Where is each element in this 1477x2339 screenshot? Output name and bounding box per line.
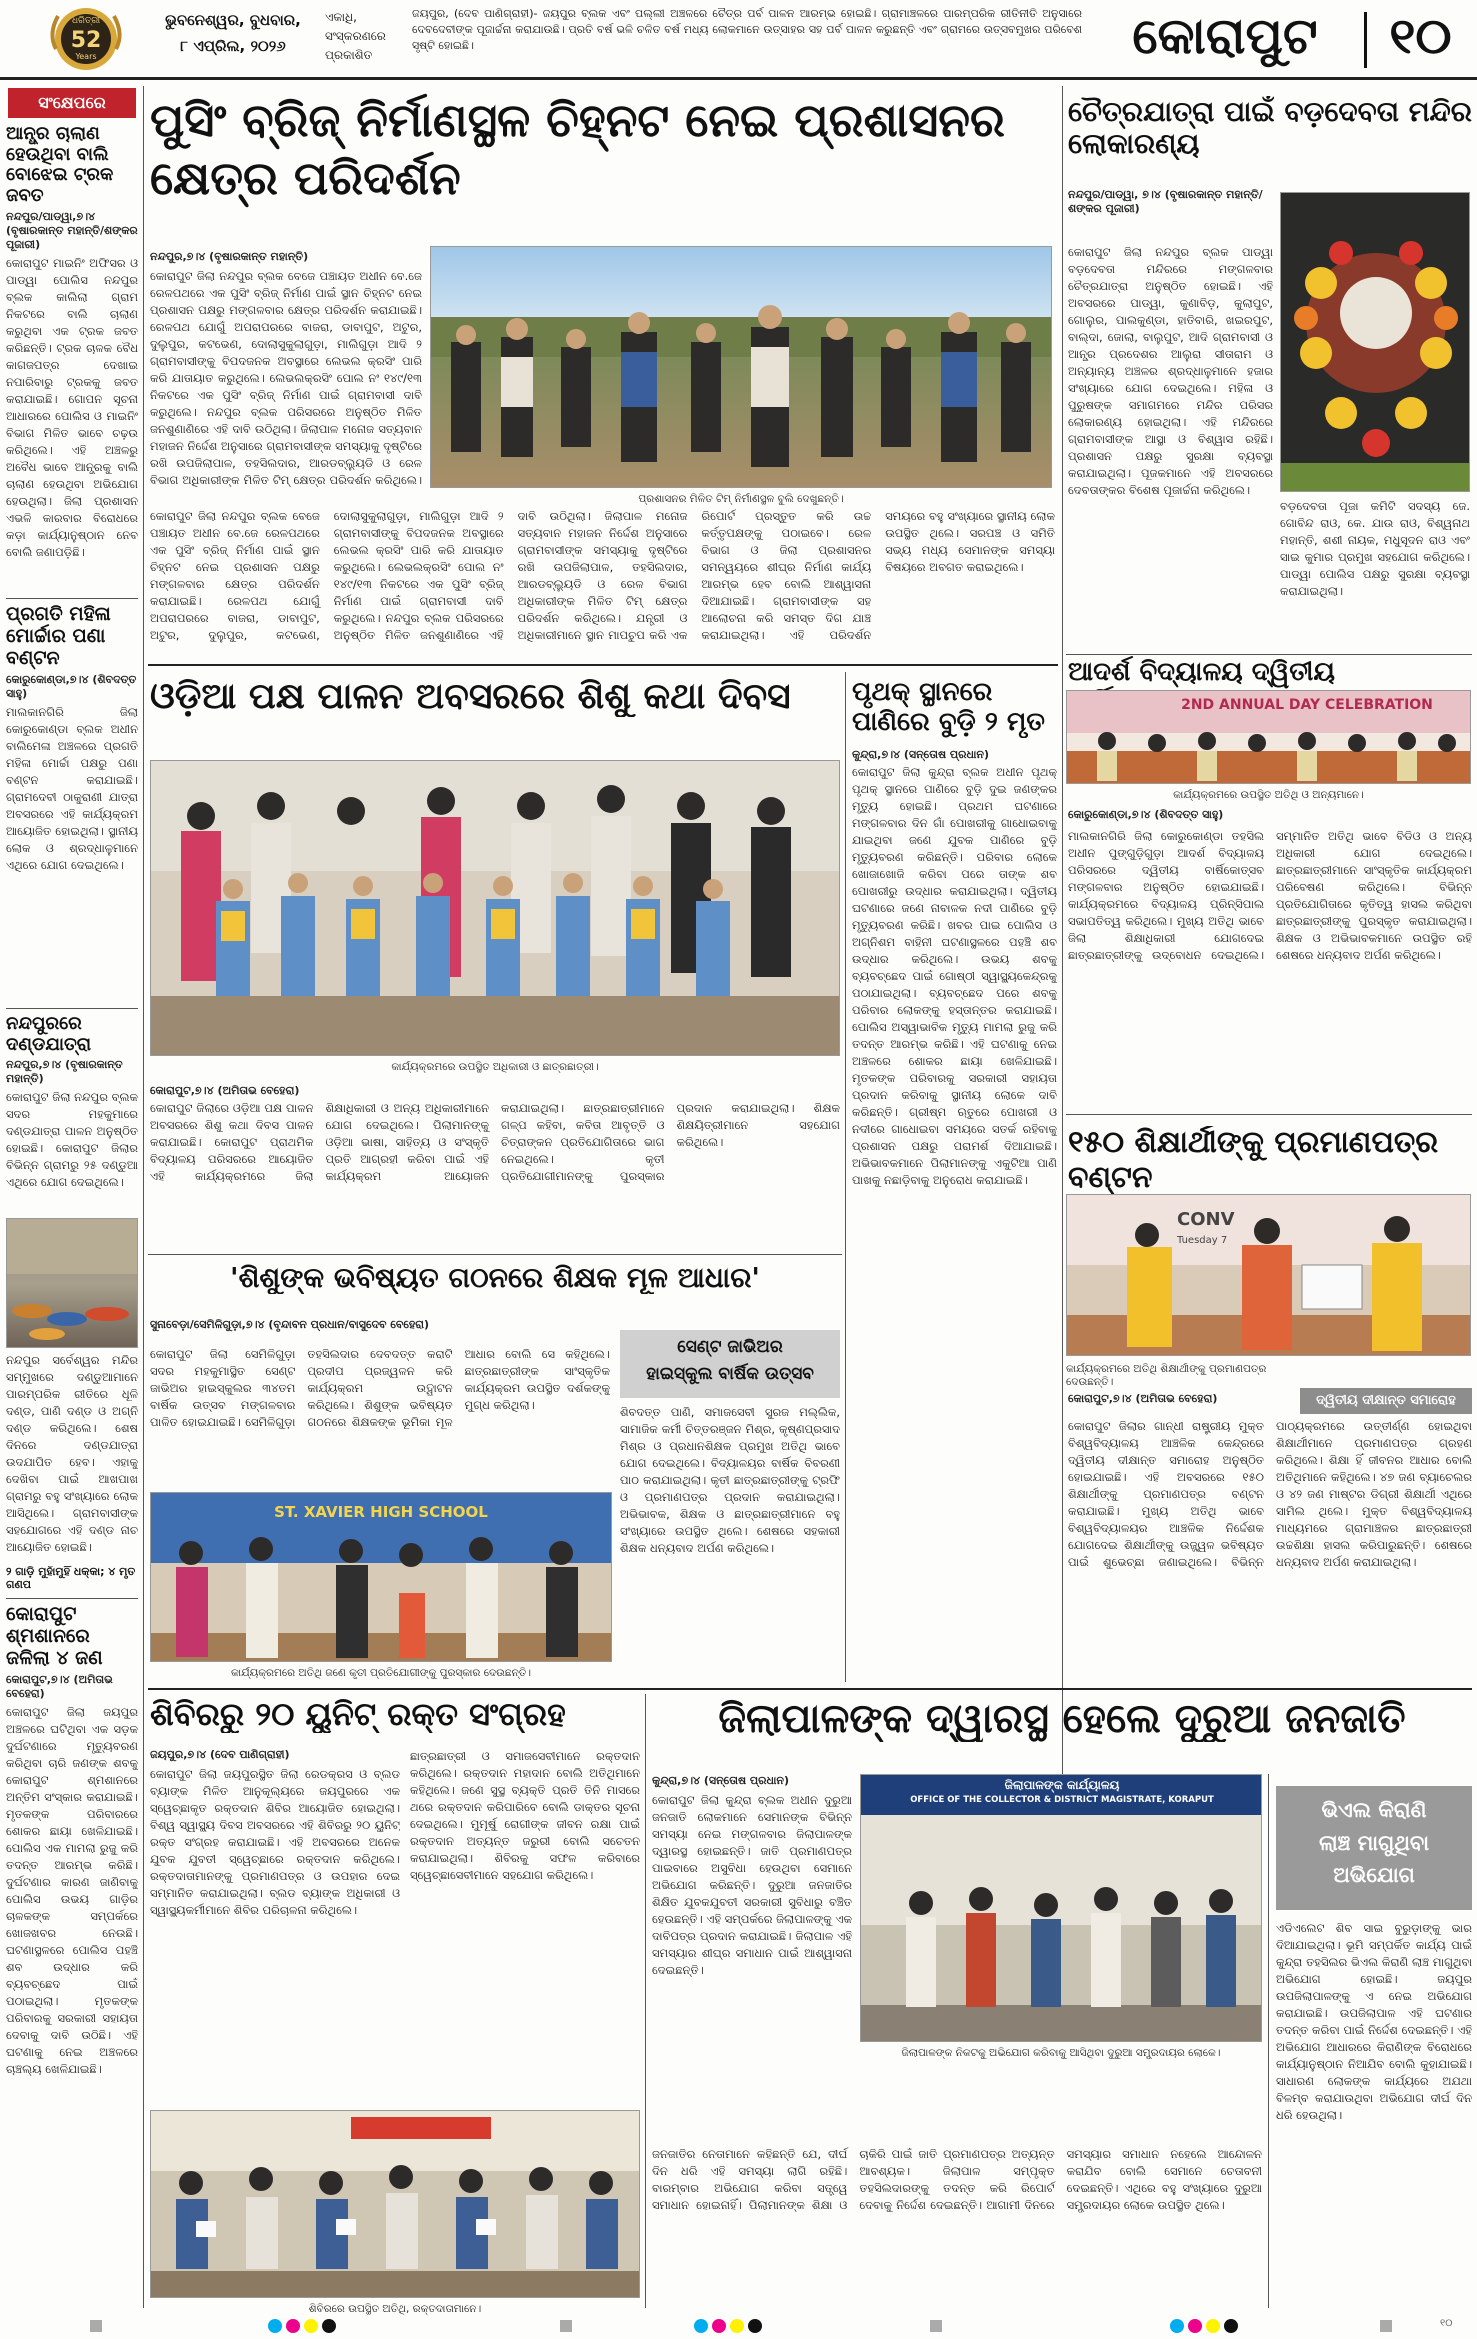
chaitra-deity-photo (1280, 192, 1470, 492)
reg-dot-yellow (730, 2319, 744, 2333)
lead-photo (430, 246, 1052, 488)
drown-byline: କୁନ୍ଦ୍ରା,୭।୪ (ସନ୍ତୋଷ ପ୍ରଧାନ) (852, 748, 990, 761)
blood-headline: ଶିବିରରୁ ୨୦ ୟୁନିଟ୍ ରକ୍ତ ସଂଗ୍ରହ (150, 1696, 566, 1733)
reg-dot-cyan (694, 2319, 708, 2333)
masthead-divider (1364, 12, 1367, 68)
certs-byline: କୋରାପୁଟ,୭।୪ (ଅମିତାଭ ବେହେରା) (1068, 1392, 1218, 1405)
brief-item-byline: ନନ୍ଦପୁର/ପାଡ୍ୱା,୭।୪ (ବୃଷାରକାନ୍ତ ମହାନ୍ତି/ଶଙ୍କର ପୂଜାରୀ) (6, 209, 138, 251)
brief-item-byline: କୋରୁକୋଣ୍ଡା,୭।୪ (ଶିବଦତ୍ତ ସାହୁ) (6, 672, 137, 700)
reg-dot-black (322, 2319, 336, 2333)
brief-header: ସଂକ୍ଷେପରେ (8, 88, 136, 118)
shishu-headline: ଓଡ଼ିଆ ପକ୍ଷ ପାଳନ ଅବସରରେ ଶିଶୁ କଥା ଦିବସ (150, 676, 791, 717)
reg-dot-black (1224, 2319, 1238, 2333)
brief-item-headline: ପ୍ରଗତି ମହିଳା ମୋର୍ଚ୍ଚାର ପଣା ବଣ୍ଟନ (6, 604, 111, 669)
teacher-subhead-line-2: ହାଇସ୍କୁଲ ବାର୍ଷିକ ଉତ୍ସବ (646, 1364, 814, 1385)
blood-group (151, 2111, 640, 2298)
lead-body-lower: କୋରାପୁଟ ଜିଲା ନନ୍ଦପୁର ବ୍ଲକ ବେଜେ ପଞ୍ଚାୟତ ଅଧୀନ ବେ.ଜେ ରେଳପଥରେ ଏକ ପୁସିଂ ବ୍ରିଜ୍ ନିର୍ମାଣ ପାଇଁ ସ୍ଥାନ ଚିହ୍ନଟ ନେଇ ପ୍ରଶାସନ ପକ୍ଷରୁ ମଙ୍ଗଳବାର କ୍ଷେତ୍ର ପରିଦର୍ଶନ କରାଯାଇଛି। ରେଳପଥ ଯୋଗୁଁ ଅପରାପରରେ ବାଜରା, ଡାବାପୁଟ, ଅଟୁର, ଦୁଲୁପୁର, କଟଭେଣ, ଦୋଲାସୁକୁଲାଗୁଡ଼ା, ମାଲିଗୁଡ଼ା ଆଦି ୨ ଗ୍ରାମବାସୀଙ୍କୁ ବିପଦଜନକ ଅବସ୍ଥାରେ ଲେଭଲ କ୍ରସିଂ ପାରି କରି ଯାତାୟାତ କରୁଥିଲେ। ଲେଭଲକ୍ରସିଂ ପୋଲ ନଂ ୧୪୯/୧୩ ନିକଟରେ ଏକ ପୁସିଂ ବ୍ରିଜ୍ ନିର୍ମାଣ ପାଇଁ ଗ୍ରାମବାସୀ ଦାବି କରୁଥିଲେ। ନନ୍ଦପୁର ବ୍ଲକ ପରିସରରେ ଅନୁଷ୍ଠିତ ମିଳିତ ଜନଶୁଣାଣିରେ ଏହି ଦାବି ଉଠିଥିଲା। ଜିଲାପାଳ ମନୋଜ ସତ୍ୟବାନ ମହାଜନ ନିର୍ଦ୍ଦେଶ ଅନୁସାରେ ଗ୍ରାମବାସୀଙ୍କ ସମସ୍ୟାକୁ ଦୃଷ୍ଟିରେ ରଖି ଉପଜିଲାପାଳ, ତହସିଲଦାର, ଆରଡବ୍ଲ୍ୟୁଡି ଓ ରେଳ ବିଭାଗ ଅଧିକାରୀଙ୍କ ମିଳିତ ଟିମ୍ କ୍ଷେତ୍ର ପରିଦର୍ଶନ କରିଥିଲେ। ଯନ୍ତ୍ରୀ ଓ ଅଧିକାରୀମାନେ ସ୍ଥାନ ମାପଚୁପ କରି ଏକ ରିପୋର୍ଟ ପ୍ରସ୍ତୁତ କରି ଉଚ୍ଚ କର୍ତ୍ତୃପକ୍ଷଙ୍କୁ ପଠାଇବେ। ରେଳ ବିଭାଗ ଓ ଜିଲା ପ୍ରଶାସନର ସମନ୍ୱୟରେ ଶୀଘ୍ର ନିର୍ମାଣ କାର୍ଯ୍ୟ ଆରମ୍ଭ ହେବ ବୋଲି ଆଶ୍ୱାସନା ଦିଆଯାଇଛି। ଗ୍ରାମବାସୀଙ୍କ ସହ ଆଲୋଚନା କରି ସମସ୍ତ ଦିଗ ଯାଞ୍ଚ କରାଯାଇଥିଲା। ଏହି ପରିଦର୍ଶନ ସମୟରେ ବହୁ ସଂଖ୍ୟାରେ ସ୍ଥାନୀୟ ଲୋକ ଉପସ୍ଥିତ ଥିଲେ। ସରପଞ୍ଚ ଓ ସମିତି ସଭ୍ୟ ମଧ୍ୟ ସେମାନଙ୍କ ସମସ୍ୟା ବିଷୟରେ ଅବଗତ କରାଇଥିଲେ। (150, 509, 1055, 643)
teacher-caption: କାର୍ଯ୍ୟକ୍ରମରେ ଅତିଥି ଜଣେ କୃତୀ ପ୍ରତିଯୋଗୀଙ୍କୁ ପୁରସ୍କାର ଦେଉଛନ୍ତି। (230, 1667, 532, 1679)
drown-headline: ପୃଥକ୍ ସ୍ଥାନରେ ପାଣିରେ ବୁଡ଼ି ୨ ମୃତ (852, 678, 1045, 737)
edition-line-3: ପ୍ରକାଶିତ (325, 48, 373, 63)
clerk-headline-line-3: ଅଭିଯୋଗ (1333, 1863, 1415, 1888)
brief-item-body: ନନ୍ଦପୁର ସର୍ବେଶ୍ୱର ମନ୍ଦିର ସମ୍ମୁଖରେ ଦଣ୍ଡୁଆମାନେ ପାରମ୍ପରିକ ରୀତିରେ ଧୂଳି ଦଣ୍ଡ, ପାଣି ଦଣ୍ଡ ଓ ଅଗ୍ନି ଦଣ୍ଡ କରିଥିଲେ। ଶେଷ ଦିନରେ ଦଣ୍ଡଯାତ୍ରା ଉଦଯାପିତ ହେବ। ଏହାକୁ ଦେଖିବା ପାଇଁ ଆଖପାଖ ଗ୍ରାମରୁ ବହୁ ସଂଖ୍ୟାରେ ଲୋକ ଆସିଥିଲେ। ଗ୍ରାମବାସୀଙ୍କ ସହଯୋଗରେ ଏହି ଦଣ୍ଡ ନାଚ ଆୟୋଜିତ ହୋଇଛି। (6, 1353, 138, 1555)
lead-body: କୋରାପୁଟ ଜିଲା ନନ୍ଦପୁର ବ୍ଲକ ବେଜେ ପଞ୍ଚାୟତ ଅଧୀନ ବେ.ଜେ ରେଳପଥରେ ଏକ ପୁସିଂ ବ୍ରିଜ୍ ନିର୍ମାଣ ପାଇଁ ସ୍ଥାନ ଚିହ୍ନଟ ନେଇ ପ୍ରଶାସନ ପକ୍ଷରୁ ମଙ୍ଗଳବାର କ୍ଷେତ୍ର ପରିଦର୍ଶନ କରାଯାଇଛି। ରେଳପଥ ଯୋଗୁଁ ଅପରାପରରେ ବାଜରା, ଡାବାପୁଟ, ଅଟୁର, ଦୁଲୁପୁର, କଟଭେଣ, ଦୋଲାସୁକୁଲାଗୁଡ଼ା, ମାଲିଗୁଡ଼ା ଆଦି ୨ ଗ୍ରାମବାସୀଙ୍କୁ ବିପଦଜନକ ଅବସ୍ଥାରେ ଲେଭଲ କ୍ରସିଂ ପାରି କରି ଯାତାୟାତ କରୁଥିଲେ। ଲେଭଲକ୍ରସିଂ ପୋଲ ନଂ ୧୪୯/୧୩ ନିକଟରେ ଏକ ପୁସିଂ ବ୍ରିଜ୍ ନିର୍ମାଣ ପାଇଁ ଗ୍ରାମବାସୀ ଦାବି କରୁଥିଲେ। ନନ୍ଦପୁର ବ୍ଲକ ପରିସରରେ ଅନୁଷ୍ଠିତ ମିଳିତ ଜନଶୁଣାଣିରେ ଏହି ଦାବି ଉଠିଥିଲା। ଜିଲାପାଳ ମନୋଜ ସତ୍ୟବାନ ମହାଜନ ନିର୍ଦ୍ଦେଶ ଅନୁସାରେ ଗ୍ରାମବାସୀଙ୍କ ସମସ୍ୟାକୁ ଦୃଷ୍ଟିରେ ରଖି ଉପଜିଲାପାଳ, ତହସିଲଦାର, ଆରଡବ୍ଲ୍ୟୁଡି ଓ ରେଳ ବିଭାଗ ଅଧିକାରୀଙ୍କ ମିଳିତ ଟିମ୍ କ୍ଷେତ୍ର ପରିଦର୍ଶନ କରିଥିଲେ। (150, 269, 422, 488)
chaitra-headline: ଚୈତ୍ରଯାତ୍ରା ପାଇଁ ବଡ଼ଦେବତା ମନ୍ଦିର ଲୋକାରଣ୍ୟ (1068, 96, 1472, 161)
tribe-byline: କୁନ୍ଦ୍ରା,୭।୪ (ସନ୍ତୋଷ ପ୍ରଧାନ) (652, 1774, 790, 1787)
teacher-byline: ସୁନାବେଡ଼ା/ସେମିଳିଗୁଡ଼ା,୭।୪ (ବୃନ୍ଦାବନ ପ୍ରଧାନ/ବାସୁଦେବ ବେହେରା) (150, 1318, 430, 1331)
brief-rule (6, 598, 138, 599)
brief-item-body: ମାଲକାନଗିରି ଜିଲା କୋରୁକୋଣ୍ଡା ବ୍ଲକ ଅଧୀନ ବାଲିମେଳା ଅଞ୍ଚଳରେ ପ୍ରଗତି ମହିଳା ମୋର୍ଚ୍ଚା ପକ୍ଷରୁ ପଣା ବଣ୍ଟନ କରାଯାଇଛି। ଗ୍ରାମଦେବୀ ଠାକୁରାଣୀ ଯାତ୍ରା ଅବସରରେ ଏହି କାର୍ଯ୍ୟକ୍ରମ ଆୟୋଜିତ ହୋଇଥିଲା। ସ୍ଥାନୀୟ ଲୋକ ଓ ଶ୍ରଦ୍ଧାଳୁମାନେ ଏଥିରେ ଯୋଗ ଦେଇଥିଲେ। (6, 704, 138, 872)
certs-caption: କାର୍ଯ୍ୟକ୍ରମରେ ଅତିଥି ଶିକ୍ଷାର୍ଥୀଙ୍କୁ ପ୍ରମାଣପତ୍ର ଦେଉଛନ୍ତି। (1066, 1363, 1267, 1388)
reg-dot-yellow (1206, 2319, 1220, 2333)
reg-dot-magenta (1188, 2319, 1202, 2333)
deity-garland (1281, 193, 1470, 492)
blood-photo (150, 2110, 640, 2298)
tribe-caption: ଜିଲାପାଳଙ୍କ ନିକଟକୁ ଅଭିଯୋଗ କରିବାକୁ ଆସିଥିବା ଦୁରୁଆ ସମ୍ପ୍ରଦାୟର ଲୋକେ। (901, 2047, 1221, 2059)
reg-dot-yellow (304, 2319, 318, 2333)
brief-item-sand (6, 124, 138, 594)
certs-body: କୋରାପୁଟ ଜିଲାର ଗାନ୍ଧୀ ରାଷ୍ଟ୍ରୀୟ ମୁକ୍ତ ବିଶ୍ୱବିଦ୍ୟାଳୟ ଆଞ୍ଚଳିକ କେନ୍ଦ୍ରରେ ଦ୍ୱିତୀୟ ଦୀକ୍ଷାନ୍ତ ସମାରୋହ ଅନୁଷ୍ଠିତ ହୋଇଯାଇଛି। ଏହି ଅବସରରେ ୧୫୦ ଶିକ୍ଷାର୍ଥୀଙ୍କୁ ପ୍ରମାଣପତ୍ର ବଣ୍ଟନ କରାଯାଇଛି। ମୁଖ୍ୟ ଅତିଥି ଭାବେ ବିଶ୍ୱବିଦ୍ୟାଳୟର ଆଞ୍ଚଳିକ ନିର୍ଦ୍ଦେଶକ ଯୋଗଦେଇ ଶିକ୍ଷାର୍ଥୀଙ୍କୁ ଉଜ୍ଜ୍ୱଳ ଭବିଷ୍ୟତ ପାଇଁ ଶୁଭେଚ୍ଛା ଜଣାଇଥିଲେ। ବିଭିନ୍ନ ପାଠ୍ୟକ୍ରମରେ ଉତ୍ତୀର୍ଣ୍ଣ ହୋଇଥିବା ଶିକ୍ଷାର୍ଥୀମାନେ ପ୍ରମାଣପତ୍ର ଗ୍ରହଣ କରିଥିଲେ। ଶିକ୍ଷା ହିଁ ଜୀବନର ଆଧାର ବୋଲି ଅତିଥିମାନେ କହିଥିଲେ। ୪୭ ଜଣ ବ୍ୟାଚେଲର ଓ ୪୨ ଜଣ ମାଷ୍ଟର ଡିଗ୍ରୀ ଶିକ୍ଷାର୍ଥୀ ଏଥିରେ ସାମିଲ ଥିଲେ। ମୁକ୍ତ ବିଶ୍ୱବିଦ୍ୟାଳୟ ମାଧ୍ୟମରେ ଗ୍ରାମାଞ୍ଚଳର ଛାତ୍ରଛାତ୍ରୀ ଉଚ୍ଚଶିକ୍ଷା ହାସଲ କରିପାରୁଛନ୍ତି। ଶେଷରେ ଧନ୍ୟବାଦ ଅର୍ପଣ କରାଯାଇଥିଲା। (1068, 1419, 1472, 1570)
certs-subhead: ଦ୍ୱିତୀୟ ଦୀକ୍ଷାନ୍ତ ସମାରୋହ (1300, 1388, 1472, 1414)
tribe-sign-english: OFFICE OF THE COLLECTOR & DISTRICT MAGISTRATE, KORAPUT (910, 1795, 1214, 1805)
dateline (148, 8, 318, 59)
adarsha-rule (1066, 1114, 1472, 1115)
reg-dot-black (748, 2319, 762, 2333)
lead-byline: ନନ୍ଦପୁର,୭।୪ (ବୃଷାରକାନ୍ତ ମହାନ୍ତି) (150, 250, 309, 263)
brief-item-headline: ନନ୍ଦପୁରରେ ଦଣ୍ଡଯାତ୍ରା (6, 1014, 92, 1055)
edition-note (325, 8, 405, 66)
teacher-subhead-line-1: ସେଣ୍ଟ ଜାଭିଅର (677, 1337, 783, 1357)
teacher-headline: 'ଶିଶୁଙ୍କ ଭବିଷ୍ୟତ ଗଠନରେ ଶିକ୍ଷକ ମୂଳ ଆଧାର' (230, 1262, 760, 1294)
certs-banner-subtext: Tuesday 7 (1177, 1235, 1228, 1246)
dandayatra-figures (7, 1219, 138, 1348)
brief-item-headline: ଆନ୍ଧ୍ର ଚାଲାଣ ହେଉଥିବା ବାଲି ବୋଝେଇ ଟ୍ରକ ଜବତ (6, 124, 114, 207)
place-date-line-1: ଭୁବନେଶ୍ୱର, ବୁଧବାର, (165, 11, 301, 29)
brief-item-cremation (6, 1604, 138, 2304)
crop-mark-center-left (560, 2320, 572, 2332)
blood-body-2: ଛାତ୍ରଛାତ୍ରୀ ଓ ସମାଜସେବୀମାନେ ରକ୍ତଦାନ କରିଥିଲେ। ରକ୍ତଦାନ ମହାଦାନ ବୋଲି ଅତିଥିମାନେ କହିଥିଲେ। ଜଣେ ସୁସ୍ଥ ବ୍ୟକ୍ତି ପ୍ରତି ତିନି ମାସରେ ଥରେ ରକ୍ତଦାନ କରିପାରିବେ ବୋଲି ଡାକ୍ତର ସୂଚନା ଦେଇଥିଲେ। ମୁମୂର୍ଷୁ ରୋଗୀଙ୍କ ଜୀବନ ରକ୍ଷା ପାଇଁ ରକ୍ତଦାନ ଅତ୍ୟନ୍ତ ଜରୁରୀ ବୋଲି ସଚେତନ କରାଯାଇଥିଲା। ଶିବିରକୁ ସଫଳ କରିବାରେ ସ୍ୱେଚ୍ଛାସେବୀମାନେ ସହଯୋଗ କରିଥିଲେ। (410, 1749, 640, 1883)
brief-item-body: କୋରାପୁଟ ମାଇନିଂ ଅଫିସର ଓ ପାଡ୍ୱା ପୋଲିସ ନନ୍ଦପୁର ବ୍ଲକ କାଲିଲା ଗ୍ରାମ ନିକଟରେ ବାଲି ଚାଲାଣ କରୁଥିବା ଏକ ଟ୍ରକ ଜବତ କରିଛନ୍ତି। ଟ୍ରକ ଚାଳକ ବୈଧ କାଗଜପତ୍ର ଦେଖାଇ ନପାରିବାରୁ ଟ୍ରକକୁ ଜବତ କରାଯାଇଛି। ଗୋପନ ସୂଚନା ଆଧାରରେ ପୋଲିସ ଓ ମାଇନିଂ ବିଭାଗ ମିଳିତ ଭାବେ ଚଢ଼ଉ କରିଥିଲେ। ଏହି ଅଞ୍ଚଳରୁ ଅବୈଧ ଭାବେ ଆନ୍ଧ୍ରକୁ ବାଲି ଚାଲାଣ ହେଉଥିବା ଅଭିଯୋଗ ହେଉଥିଲା। ଜିଲା ପ୍ରଶାସନ ଏଭଳି କାରବାର ବିରୋଧରେ କଡ଼ା କାର୍ଯ୍ୟାନୁଷ୍ଠାନ ନେବ ବୋଲି ଜଣାପଡ଼ିଛି। (6, 255, 138, 560)
tribe-photo (860, 1774, 1262, 2042)
clerk-headline-line-2: ଲାଞ୍ଚ ମାଗୁଥିବା (1318, 1830, 1430, 1855)
column-rule-right (1062, 86, 1063, 1786)
chaitra-body-2: ବଡ଼ଦେବତା ପୂଜା କମିଟି ସଦସ୍ୟ ଜେ. ଗୋବିନ୍ଦ ରାଓ, କେ. ଯାଉ ରାଓ, ବିଶ୍ୱନାଥ ମହାନ୍ତି, ଶଶୀ ନାୟକ, ମଧୁସୂଦନ ରାଓ ଏବଂ ସାଇ କୁମାର ପ୍ରମୁଖ ସହଯୋଗ କରିଥିଲେ। ପାଡ୍ୱା ପୋଲିସ ପକ୍ଷରୁ ସୁରକ୍ଷା ବ୍ୟବସ୍ଥା କରାଯାଇଥିଲା। (1280, 499, 1470, 599)
tribe-headline: ଜିଲାପାଳଙ୍କ ଦ୍ୱାରସ୍ଥ ହେଲେ ଦୁରୁଆ ଜନଜାତି (718, 1696, 1406, 1742)
crop-mark-right (1380, 2320, 1392, 2332)
shishu-byline: କୋରାପୁଟ,୭।୪ (ଅମିତାଭ ବେହେରା) (150, 1084, 300, 1097)
crop-mark-left (90, 2320, 102, 2332)
certs-headline: ୧୫୦ ଶିକ୍ଷାର୍ଥୀଙ୍କୁ ପ୍ରମାଣପତ୍ର ବଣ୍ଟନ (1068, 1126, 1439, 1195)
blood-caption: ଶିବିରରେ ଉପସ୍ଥିତ ଅତିଥି, ରକ୍ତଦାତାମାନେ। (308, 2303, 482, 2315)
anniversary-number: 52 (70, 28, 102, 53)
brief-item-accident (6, 1566, 138, 1596)
crop-mark-center-right (930, 2320, 942, 2332)
teacher-banner-text: ST. XAVIER HIGH SCHOOL (274, 1503, 488, 1521)
anniversary-logo (38, 4, 134, 74)
teacher-body: କୋରାପୁଟ ଜିଲା ସେମିଳିଗୁଡ଼ା ସଦର ମହକୁମାସ୍ଥିତ ସେଣ୍ଟ ଜାଭିଅର ହାଇସ୍କୁଲର ୩୪ତମ ବାର୍ଷିକ ଉତ୍ସବ ମଙ୍ଗଳବାର ପାଳିତ ହୋଇଯାଇଛି। ସେମିଳିଗୁଡ଼ା ତହସିଲଦାର ଦେବଦତ୍ତ କରାଟି ପ୍ରଦୀପ ପ୍ରଜ୍ୱଳନ କରି କାର୍ଯ୍ୟକ୍ରମ ଉଦ୍ଘାଟନ କରିଥିଲେ। ଶିଶୁଙ୍କ ଭବିଷ୍ୟତ ଗଠନରେ ଶିକ୍ଷକଙ୍କ ଭୂମିକା ମୂଳ ଆଧାର ବୋଲି ସେ କହିଥିଲେ। ଛାତ୍ରଛାତ୍ରୀଙ୍କ ସାଂସ୍କୃତିକ କାର୍ଯ୍ୟକ୍ରମ ଉପସ୍ଥିତ ଦର୍ଶକଙ୍କୁ ମୁଗ୍ଧ କରିଥିଲା। (150, 1347, 610, 1430)
dandayatra-photo (6, 1218, 138, 1348)
teacher-subhead (620, 1330, 840, 1398)
tribe-group (861, 1775, 1262, 2042)
tribe-body-2: ଜନଜାତିର ନେତାମାନେ କହିଛନ୍ତି ଯେ, ଦୀର୍ଘ ଦିନ ଧରି ଏହି ସମସ୍ୟା ଲାଗି ରହିଛି। ବାରମ୍ବାର ଅଭିଯୋଗ କରିବା ସତ୍ତ୍ୱେ ସମାଧାନ ହୋଇନାହିଁ। ପିଲାମାନଙ୍କ ଶିକ୍ଷା ଓ ଚାକିରି ପାଇଁ ଜାତି ପ୍ରମାଣପତ୍ର ଅତ୍ୟନ୍ତ ଆବଶ୍ୟକ। ଜିଲାପାଳ ସମ୍ପୃକ୍ତ ତହସିଲଦାରଙ୍କୁ ତଦନ୍ତ କରି ରିପୋର୍ଟ ଦେବାକୁ ନିର୍ଦ୍ଦେଶ ଦେଇଛନ୍ତି। ଆଗାମୀ ଦିନରେ ସମସ୍ୟାର ସମାଧାନ ନହେଲେ ଆନ୍ଦୋଳନ କରାଯିବ ବୋଲି ସେମାନେ ଚେତାବନୀ ଦେଇଛନ୍ତି। ଏଥିରେ ବହୁ ସଂଖ୍ୟାରେ ଦୁରୁଆ ସମ୍ପ୍ରଦାୟର ଲୋକେ ଉପସ୍ଥିତ ଥିଲେ। (652, 2147, 1262, 2213)
chaitra-body: କୋରାପୁଟ ଜିଲା ନନ୍ଦପୁର ବ୍ଲକ ପାଡ୍ୱା ବଡ଼ଦେବତା ମନ୍ଦିରରେ ମଙ୍ଗଳବାର ଚୈତ୍ରଯାତ୍ରା ଅନୁଷ୍ଠିତ ହୋଇଛି। ଏହି ଅବସରରେ ପାଡ୍ୱା, କୁଣାବିଡ଼, କୁଲାପୁଟ, ଗୋଲୁର, ପାଲକୁଣ୍ଡା, ହାତିବାରି, ଖଇରପୁଟ, ବାଲ୍ଦା, ଜୋଲା, ବାଲୁପୁଟ, ଆଦି ଗ୍ରାମବାସୀ ଓ ଆନ୍ଧ୍ର ପ୍ରଦେଶର ଆଲୁରା ସୀତାରାମ ଓ ଅନ୍ୟାନ୍ୟ ଅଞ୍ଚଳର ଶ୍ରଦ୍ଧାଳୁମାନେ ହଜାର ସଂଖ୍ୟାରେ ଯୋଗ ଦେଇଥିଲେ। ମହିଳା ଓ ପୁରୁଷଙ୍କ ସମାଗମରେ ମନ୍ଦିର ପରିସର ଲୋକାରଣ୍ୟ ହୋଇଥିଲା। ଏହି ମନ୍ଦିରରେ ଗ୍ରାମବାସୀଙ୍କ ଆସ୍ଥା ଓ ବିଶ୍ୱାସ ରହିଛି। ପ୍ରଶାସନ ପକ୍ଷରୁ ସୁରକ୍ଷା ବ୍ୟବସ୍ଥା କରାଯାଇଥିଲା। ପୂଜକମାନେ ଏହି ଅବସରରେ ଦେବତାଙ୍କର ବିଶେଷ ପୂଜାର୍ଚ୍ଚନା କରିଥିଲେ। (1068, 245, 1273, 498)
brief-item-byline: ନନ୍ଦପୁର,୭।୪ (ବୃଷାରକାନ୍ତ ମହାନ୍ତି) (6, 1058, 123, 1086)
masthead (0, 0, 1477, 80)
edition-line-2: ସଂସ୍କରଣରେ (325, 29, 386, 44)
column-rule-clerk (1268, 1774, 1269, 2308)
section-title: କୋରାପୁଟ (1132, 7, 1318, 65)
tribe-sign-odia: ଜିଲାପାଳଙ୍କ କାର୍ଯ୍ୟାଳୟ (1004, 1778, 1120, 1792)
brief-item-body: କୋରାପୁଟ ଜିଲା ଜୟପୁର ଅଞ୍ଚଳରେ ଘଟିଥିବା ଏକ ସଡ଼କ ଦୁର୍ଘଟଣାରେ ମୃତ୍ୟୁବରଣ କରିଥିବା ଚାରି ଜଣଙ୍କ ଶବକୁ କୋରାପୁଟ ଶ୍ମଶାନରେ ଅନ୍ତିମ ସଂସ୍କାର କରାଯାଇଛି। ମୃତକଙ୍କ ପରିବାରରେ ଶୋକର ଛାୟା ଖେଳିଯାଇଛି। ପୋଲିସ ଏକ ମାମଲା ରୁଜୁ କରି ତଦନ୍ତ ଆରମ୍ଭ କରିଛି। ଦୁର୍ଘଟଣାର କାରଣ ଜାଣିବାକୁ ପୋଲିସ ଉଭୟ ଗାଡ଼ିର ଚାଳକଙ୍କ ସମ୍ପର୍କରେ ଖୋଜଖବର ନେଉଛି। ଘଟଣାସ୍ଥଳରେ ପୋଲିସ ପହଞ୍ଚି ଶବ ଉଦ୍ଧାର କରି ବ୍ୟବଚ୍ଛେଦ ପାଇଁ ପଠାଇଥିଲା। ମୃତକଙ୍କ ପରିବାରକୁ ସରକାରୀ ସହାୟତା ଦେବାକୁ ଦାବି ଉଠିଛି। ଏହି ଘଟଣାକୁ ନେଇ ଅଞ୍ଚଳରେ ଚାଞ୍ଚଲ୍ୟ ଖେଳିଯାଇଛି। (6, 1704, 138, 2076)
reg-dot-cyan (268, 2319, 282, 2333)
brief-rule (6, 1598, 138, 1599)
reg-dot-cyan (1170, 2319, 1184, 2333)
brief-item-headline: କୋରାପୁଟ ଶ୍ମଶାନରେ ଜଳିଲା ୪ ଜଣ (6, 1604, 103, 1669)
certs-banner-text: CONV (1177, 1209, 1235, 1230)
certs-photo (1066, 1194, 1471, 1356)
blood-body: କୋରାପୁଟ ଜିଲା ଜୟପୁରସ୍ଥିତ ଜିଲା ରେଡକ୍ରସ ଓ ବ୍ଲଡ ବ୍ୟାଙ୍କ ମିଳିତ ଆନୁକୂଲ୍ୟରେ ଜୟପୁରରେ ଏକ ସ୍ୱେଚ୍ଛାକୃତ ରକ୍ତଦାନ ଶିବିର ଆୟୋଜିତ ହୋଇଥିଲା। ବିଶ୍ୱ ସ୍ୱାସ୍ଥ୍ୟ ଦିବସ ଅବସରରେ ଏହି ଶିବିରରୁ ୨୦ ୟୁନିଟ୍ ରକ୍ତ ସଂଗ୍ରହ କରାଯାଇଛି। ଏହି ଅବସରରେ ଅନେକ ଯୁବକ ଯୁବତୀ ସ୍ୱେଚ୍ଛାରେ ରକ୍ତଦାନ କରିଥିଲେ। ରକ୍ତଦାତାମାନଙ୍କୁ ପ୍ରମାଣପତ୍ର ଓ ଉପହାର ଦେଇ ସମ୍ମାନିତ କରାଯାଇଥିଲା। ବ୍ଲଡ ବ୍ୟାଙ୍କ ଅଧିକାରୀ ଓ ସ୍ୱାସ୍ଥ୍ୟକର୍ମୀମାନେ ଶିବିର ପରିଚାଳନା କରିଥିଲେ। (150, 1767, 400, 1918)
adarsha-photo (1066, 690, 1471, 784)
brief-item-dandayatra-cont (6, 1352, 138, 1562)
brief-item-headline: ୨ ଗାଡ଼ି ମୁହାଁମୁହିଁ ଧକ୍କା; ୪ ମୃତ ଗଣପ (6, 1566, 136, 1591)
adarsha-byline: କୋରୁକୋଣ୍ଡା,୭।୪ (ଶିବଦତ୍ତ ସାହୁ) (1068, 808, 1224, 821)
brief-item-byline: କୋରାପୁଟ,୭।୪ (ଅମିତାଭ ବେହେରା) (6, 1672, 113, 1700)
column-rule-blood (645, 1694, 646, 2308)
lead-headline: ପୁସିଂ ବ୍ରିଜ୍ ନିର୍ମାଣସ୍ଥଳ ଚିହ୍ନଟ ନେଇ ପ୍ରଶାସନର କ୍ଷେତ୍ର ପରିଦର୍ଶନ (150, 93, 1005, 205)
brief-item-dandayatra (6, 1014, 138, 1214)
adarsha-headline: ଆଦର୍ଶ ବିଦ୍ୟାଳୟ ଦ୍ୱିତୀୟ (1068, 657, 1335, 687)
lead-photo-crowd (431, 247, 1052, 488)
shishu-group (151, 761, 840, 1056)
reg-dot-magenta (712, 2319, 726, 2333)
clerk-headline-line-1: ଭିଏଲ କିରାଣି (1321, 1798, 1427, 1822)
shishu-body: କୋରାପୁଟ ଜିଲାରେ ଓଡ଼ିଆ ପକ୍ଷ ପାଳନ ଅବସରରେ ଶିଶୁ କଥା ଦିବସ ପାଳନ କରାଯାଇଛି। କୋରାପୁଟ ପ୍ରାଥମିକ ବିଦ୍ୟାଳୟ ପରିସରରେ ଆୟୋଜିତ ଏହି କାର୍ଯ୍ୟକ୍ରମରେ ଜିଲା ଶିକ୍ଷାଧିକାରୀ ଓ ଅନ୍ୟ ଅଧିକାରୀମାନେ ଯୋଗ ଦେଇଥିଲେ। ପିଲାମାନଙ୍କୁ ଓଡ଼ିଆ ଭାଷା, ସାହିତ୍ୟ ଓ ସଂସ୍କୃତି ପ୍ରତି ଆଗ୍ରହୀ କରିବା ପାଇଁ ଏହି କାର୍ଯ୍ୟକ୍ରମ ଆୟୋଜନ କରାଯାଇଥିଲା। ଛାତ୍ରଛାତ୍ରୀମାନେ ଗଳ୍ପ କହିବା, କବିତା ଆବୃତ୍ତି ଓ ଚିତ୍ରାଙ୍କନ ପ୍ରତିଯୋଗିତାରେ ଭାଗ ନେଇଥିଲେ। କୃତୀ ପ୍ରତିଯୋଗୀମାନଙ୍କୁ ପୁରସ୍କାର ପ୍ରଦାନ କରାଯାଇଥିଲା। ଶିକ୍ଷକ ଶିକ୍ଷୟିତ୍ରୀମାନେ ସହଯୋଗ କରିଥିଲେ। (150, 1101, 840, 1184)
lead-caption: ପ୍ରଶାସନର ମିଳିତ ଟିମ୍ ନିର୍ମାଣସ୍ଥଳ ବୁଲି ଦେଖୁଛନ୍ତି। (638, 493, 844, 505)
lead-bottom-rule (148, 664, 1058, 666)
top-ticker: ଜୟପୁର, (ଦେବ ପାଣିଗ୍ରାହୀ)- ଜୟପୁର ବ୍ଲକ ଏବଂ ପଲ୍ଲୀ ଅଞ୍ଚଳରେ ଚୈତ୍ର ପର୍ବ ପାଳନ ଆରମ୍ଭ ହୋଇଛି। ଗ୍ରାମାଞ୍ଚଳରେ ପାରମ୍ପରିକ ରୀତିନୀତି ଅନୁସାରେ ଦେବଦେବୀଙ୍କ ପୂଜାର୍ଚ୍ଚନା କରାଯାଉଛି। ପ୍ରତି ବର୍ଷ ଭଳି ଚଳିତ ବର୍ଷ ମଧ୍ୟ ଲୋକମାନେ ଉତ୍ସାହର ସହ ପର୍ବ ପାଳନ କରୁଛନ୍ତି ଏବଂ ଗ୍ରାମରେ ଉତ୍ସବମୁଖର ପରିବେଶ ସୃଷ୍ଟି ହୋଇଛି। (412, 7, 1082, 52)
adarsha-caption: କାର୍ଯ୍ୟକ୍ରମରେ ଉପସ୍ଥିତ ଅତିଥି ଓ ଅନ୍ୟମାନେ। (1173, 789, 1364, 801)
tribe-body: କୋରାପୁଟ ଜିଲା କୁନ୍ଦ୍ରା ବ୍ଲକ ଅଧୀନ ଦୁରୁଆ ଜନଜାତି ଲୋକମାନେ ସେମାନଙ୍କ ବିଭିନ୍ନ ସମସ୍ୟା ନେଇ ମଙ୍ଗଳବାର ଜିଲାପାଳଙ୍କ ଦ୍ୱାରସ୍ଥ ହୋଇଛନ୍ତି। ଜାତି ପ୍ରମାଣପତ୍ର ପାଇବାରେ ଅସୁବିଧା ହେଉଥିବା ସେମାନେ ଅଭିଯୋଗ କରିଛନ୍ତି। ଦୁରୁଆ ଜନଜାତିର ଶିକ୍ଷିତ ଯୁବକଯୁବତୀ ସରକାରୀ ସୁବିଧାରୁ ବଞ୍ଚିତ ହେଉଛନ୍ତି। ଏହି ସମ୍ପର୍କରେ ଜିଲାପାଳଙ୍କୁ ଏକ ଦାବିପତ୍ର ପ୍ରଦାନ କରାଯାଇଛି। ଜିଲାପାଳ ଏହି ସମସ୍ୟାର ଶୀଘ୍ର ସମାଧାନ ପାଇଁ ଆଶ୍ୱାସନା ଦେଇଛନ୍ତି। (652, 1793, 852, 1978)
shishu-caption: କାର୍ଯ୍ୟକ୍ରମରେ ଉପସ୍ଥିତ ଅଧିକାରୀ ଓ ଛାତ୍ରଛାତ୍ରୀ। (391, 1061, 599, 1073)
edition-line-1: ଏକାଧି, (325, 10, 357, 24)
column-rule-mid (845, 672, 846, 1682)
chaitra-byline: ନନ୍ଦପୁର/ପାଡ୍ୱା, ୭।୪ (ବୃଷାରକାନ୍ତ ମହାନ୍ତି/ଶଙ୍କର ପୂଜାରୀ) (1068, 188, 1263, 215)
shishu-rule (148, 1254, 842, 1255)
footer-page-ref: ୧୦ (1440, 2318, 1453, 2329)
brief-item-morcha (6, 604, 138, 1004)
shishu-photo (150, 760, 840, 1056)
anniversary-brand: ଧରିତ୍ରୀ (71, 16, 101, 26)
adarsha-banner-text: 2ND ANNUAL DAY CELEBRATION (1181, 697, 1433, 713)
blood-byline: ଜୟପୁର,୭।୪ (ଦେବ ପାଣିଗ୍ରାହୀ) (150, 1748, 290, 1761)
reg-dot-magenta (286, 2319, 300, 2333)
brief-item-body: କୋରାପୁଟ ଜିଲା ନନ୍ଦପୁର ବ୍ଲକ ସଦର ମହକୁମାରେ ଦଣ୍ଡଯାତ୍ରା ପାଳନ ଅନୁଷ୍ଠିତ ହୋଇଛି। କୋରାପୁଟ ଜିଲାର ବିଭିନ୍ନ ଗ୍ରାମରୁ ୨୫ ଦଣ୍ଡୁଆ ଏଥିରେ ଯୋଗ ଦେଇଥିଲେ। (6, 1090, 138, 1190)
place-date-line-2: ୮ ଏପ୍ରିଲ, ୨୦୨୬ (180, 36, 286, 55)
drown-body: କୋରାପୁଟ ଜିଲା କୁନ୍ଦ୍ରା ବ୍ଲକ ଅଧୀନ ପୃଥକ୍ ପୃଥକ୍ ସ୍ଥାନରେ ପାଣିରେ ବୁଡ଼ି ଦୁଇ ଜଣଙ୍କର ମୃତ୍ୟୁ ହୋଇଛି। ପ୍ରଥମ ଘଟଣାରେ ମଙ୍ଗଳବାର ଦିନ ଗାଁ ପୋଖରୀକୁ ଗାଧୋଇବାକୁ ଯାଇଥିବା ଜଣେ ଯୁବକ ପାଣିରେ ବୁଡ଼ି ମୃତ୍ୟୁବରଣ କରିଛନ୍ତି। ପରିବାର ଲୋକେ ଖୋଜାଖୋଜି କରିବା ପରେ ତାଙ୍କ ଶବ ପୋଖରୀରୁ ଉଦ୍ଧାର କରାଯାଇଥିଲା। ଦ୍ୱିତୀୟ ଘଟଣାରେ ଜଣେ ନାବାଳକ ନଦୀ ପାଣିରେ ବୁଡ଼ି ମୃତ୍ୟୁବରଣ କରିଛି। ଖବର ପାଇ ପୋଲିସ ଓ ଅଗ୍ନିଶମ ବାହିନୀ ଘଟଣାସ୍ଥଳରେ ପହଞ୍ଚି ଶବ ଉଦ୍ଧାର କରିଥିଲେ। ଉଭୟ ଶବକୁ ବ୍ୟବଚ୍ଛେଦ ପାଇଁ ଗୋଷ୍ଠୀ ସ୍ୱାସ୍ଥ୍ୟକେନ୍ଦ୍ରକୁ ପଠାଯାଇଥିଲା। ବ୍ୟବଚ୍ଛେଦ ପରେ ଶବକୁ ପରିବାର ଲୋକଙ୍କୁ ହସ୍ତାନ୍ତର କରାଯାଇଛି। ପୋଲିସ ଅସ୍ୱାଭାବିକ ମୃତ୍ୟୁ ମାମଲା ରୁଜୁ କରି ତଦନ୍ତ ଆରମ୍ଭ କରିଛି। ଏହି ଘଟଣାକୁ ନେଇ ଅଞ୍ଚଳରେ ଶୋକର ଛାୟା ଖେଳିଯାଇଛି। ମୃତକଙ୍କ ପରିବାରକୁ ସରକାରୀ ସହାୟତା ପ୍ରଦାନ କରିବାକୁ ସ୍ଥାନୀୟ ଲୋକେ ଦାବି କରିଛନ୍ତି। ଗ୍ରୀଷ୍ମ ଋତୁରେ ପୋଖରୀ ଓ ନଦୀରେ ଗାଧୋଇବା ସମୟରେ ସତର୍କ ରହିବାକୁ ପ୍ରଶାସନ ପକ୍ଷରୁ ପରାମର୍ଶ ଦିଆଯାଇଛି। ଅଭିଭାବକମାନେ ପିଲାମାନଙ୍କୁ ଏକୁଟିଆ ପାଣି ପାଖକୁ ନଛାଡ଼ିବାକୁ ଅନୁରୋଧ କରାଯାଇଛି। (852, 765, 1057, 1188)
teacher-photo (150, 1492, 612, 1662)
teacher-body-2: ଶିବଦତ୍ତ ପାଣି, ସମାଜସେବୀ ସୁରଜ ମଲ୍ଲିକ, ସାମାଜିକ କର୍ମୀ ଚିତ୍ତରଞ୍ଜନ ମିଶ୍ର, କୃଷ୍ଣପ୍ରସାଦ ମିଶ୍ର ଓ ପ୍ରଧାନଶିକ୍ଷକ ପ୍ରମୁଖ ଅତିଥି ଭାବେ ଯୋଗ ଦେଇଥିଲେ। ବିଦ୍ୟାଳୟର ବାର୍ଷିକ ବିବରଣୀ ପାଠ କରାଯାଇଥିଲା। କୃତୀ ଛାତ୍ରଛାତ୍ରୀଙ୍କୁ ଟ୍ରଫି ଓ ପ୍ରମାଣପତ୍ର ପ୍ରଦାନ କରାଯାଇଥିଲା। ଅଭିଭାବକ, ଶିକ୍ଷକ ଓ ଛାତ୍ରଛାତ୍ରୀମାନେ ବହୁ ସଂଖ୍ୟାରେ ଉପସ୍ଥିତ ଥିଲେ। ଶେଷରେ ସହକାରୀ ଶିକ୍ଷକ ଧନ୍ୟବାଦ ଅର୍ପଣ କରିଥିଲେ। (620, 1405, 840, 1556)
anniversary-years: Years (75, 52, 97, 61)
brief-rule (6, 1008, 138, 1009)
clerk-headline-box (1276, 1786, 1472, 1910)
column-rule-left (143, 86, 144, 2308)
clerk-body: ଏଡିଏଲେଟ ଶିବ ସାଇ ବୁରୁଡ଼ାଙ୍କୁ ଭାର ଦିଆଯାଇଥିଲା। ଭୂମି ସମ୍ପର୍କିତ କାର୍ଯ୍ୟ ପାଇଁ କୁନ୍ଦ୍ରା ତହସିଲର ଭିଏଲ କିରାଣି ଲାଞ୍ଚ ମାଗୁଥିବା ଅଭିଯୋଗ ହୋଇଛି। ଜୟପୁର ଉପଜିଲାପାଳଙ୍କୁ ଏ ନେଇ ଅଭିଯୋଗ କରାଯାଇଛି। ଉପଜିଲାପାଳ ଏହି ଘଟଣାର ତଦନ୍ତ କରିବା ପାଇଁ ନିର୍ଦ୍ଦେଶ ଦେଇଛନ୍ତି। ଏହି ଅଭିଯୋଗ ଆଧାରରେ କିରାଣିଙ୍କ ବିରୋଧରେ କାର୍ଯ୍ୟାନୁଷ୍ଠାନ ନିଆଯିବ ବୋଲି କୁହାଯାଇଛି। ସାଧାରଣ ଲୋକଙ୍କ କାର୍ଯ୍ୟରେ ଅଯଥା ବିଳମ୍ବ କରାଯାଉଥିବା ଅଭିଯୋଗ ଦୀର୍ଘ ଦିନ ଧରି ହେଉଥିଲା। (1276, 1921, 1472, 2123)
adarsha-body: ମାଲକାନଗିରି ଜିଲା କୋରୁକୋଣ୍ଡା ତହସିଲ ଅଧୀନ ପୁଙ୍ଗୁଡ଼ିଗୁଡ଼ା ଆଦର୍ଶ ବିଦ୍ୟାଳୟ ପରିସରରେ ଦ୍ୱିତୀୟ ବାର୍ଷିକୋତ୍ସବ ମଙ୍ଗଳବାର ଅନୁଷ୍ଠିତ ହୋଇଯାଇଛି। କାର୍ଯ୍ୟକ୍ରମରେ ବିଦ୍ୟାଳୟ ପ୍ରିନ୍ସିପାଲ ସଭାପତିତ୍ୱ କରିଥିଲେ। ମୁଖ୍ୟ ଅତିଥି ଭାବେ ଜିଲା ଶିକ୍ଷାଧିକାରୀ ଯୋଗଦେଇ ଛାତ୍ରଛାତ୍ରୀଙ୍କୁ ଉଦ୍ବୋଧନ ଦେଇଥିଲେ। ସମ୍ମାନିତ ଅତିଥି ଭାବେ ବିଡିଓ ଓ ଅନ୍ୟ ଅଧିକାରୀ ଯୋଗ ଦେଇଥିଲେ। ଛାତ୍ରଛାତ୍ରୀମାନେ ସାଂସ୍କୃତିକ କାର୍ଯ୍ୟକ୍ରମ ପରିବେଷଣ କରିଥିଲେ। ବିଭିନ୍ନ ପ୍ରତିଯୋଗିତାରେ କୃତିତ୍ୱ ହାସଲ କରିଥିବା ଛାତ୍ରଛାତ୍ରୀଙ୍କୁ ପୁରସ୍କୃତ କରାଯାଇଥିଲା। ଶିକ୍ଷକ ଓ ଅଭିଭାବକମାନେ ଉପସ୍ଥିତ ରହି ଶେଷରେ ଧନ୍ୟବାଦ ଅର୍ପଣ କରିଥିଲେ। (1068, 829, 1472, 963)
page-number: ୧୦ (1389, 7, 1452, 65)
teacher-rule (148, 1688, 1472, 1690)
footer-strip (0, 2314, 1477, 2339)
